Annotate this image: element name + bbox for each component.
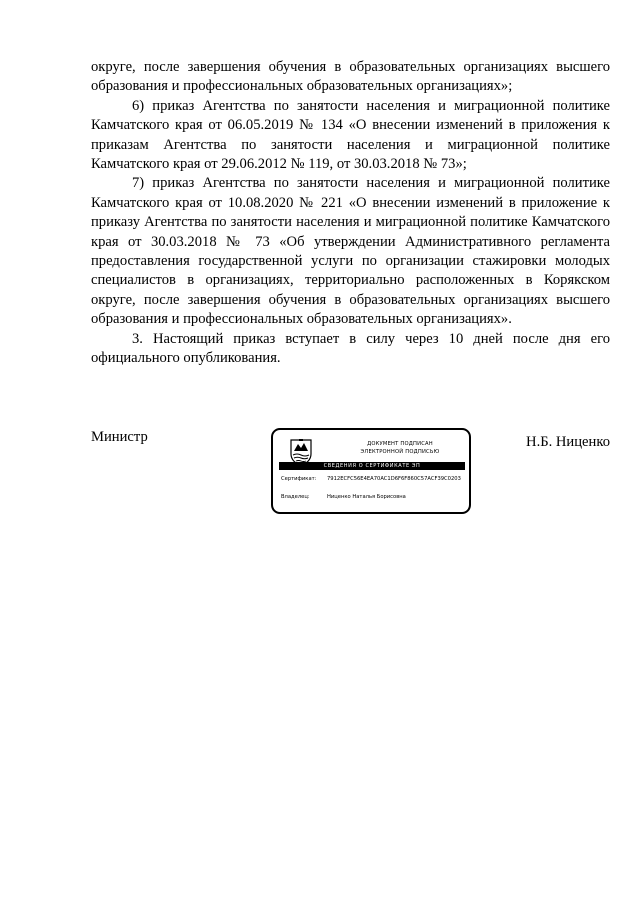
owner-value: Ниценко Наталья Борисовна — [327, 494, 406, 500]
document-body — [91, 58, 610, 369]
paragraph-continuation: округе, после завершения обучения в образовательных организациях высшего образования и профессиональных образовательных организациях»; — [91, 59, 610, 95]
paragraph-item-3: 3. Настоящий приказ вступает в силу через 10 дней после дня его официального опубликования. — [91, 330, 610, 367]
stamp-heading-line1: ДОКУМЕНТ ПОДПИСАН — [367, 441, 433, 447]
signer-name: Н.Б. Ниценко — [526, 434, 610, 450]
owner-label: Владелец: — [281, 494, 310, 500]
stamp-certificate-row — [281, 476, 461, 483]
kamchatka-coat-of-arms-icon — [289, 438, 313, 466]
electronic-signature-stamp — [271, 428, 471, 514]
stamp-heading-line2: ЭЛЕКТРОННОЙ ПОДПИСЬЮ — [360, 449, 440, 455]
paragraph-item-6: 6) приказ Агентства по занятости населения и миграционной политике Камчатского края от 06.05.2019 № 134 «О внесении изменений в приложения к приказам Агентства по занятости населения и миграционной политике Камчатского края от 29.06.2012 № 119, от 30.03.2018 № 73»; — [91, 97, 610, 173]
stamp-heading — [333, 440, 467, 456]
stamp-certificate-band: СВЕДЕНИЯ О СЕРТИФИКАТЕ ЭП — [279, 462, 465, 470]
stamp-owner-row — [281, 494, 406, 501]
certificate-value: 7912ECFC56E4EA70AC1D6F6F860C57ACF39C0203 — [327, 476, 461, 482]
paragraph-item-7: 7) приказ Агентства по занятости населения и миграционной политике Камчатского края от 10.08.2020 № 221 «О внесении изменений в приложение к приказу Агентства по занятости населения и миграционной политике Камчатского края от 30.03.2018 № 73 «Об утверждении Административного регламента предоставления государственной услуги по организации стажировки молодых специалистов в организациях, территориально расположенных в Корякском округе, после завершения обучения в образовательных организациях высшего образования и профессиональных образовательных организациях». — [91, 175, 610, 328]
certificate-label: Сертификат: — [281, 476, 317, 482]
signer-position: Министр — [91, 429, 148, 445]
